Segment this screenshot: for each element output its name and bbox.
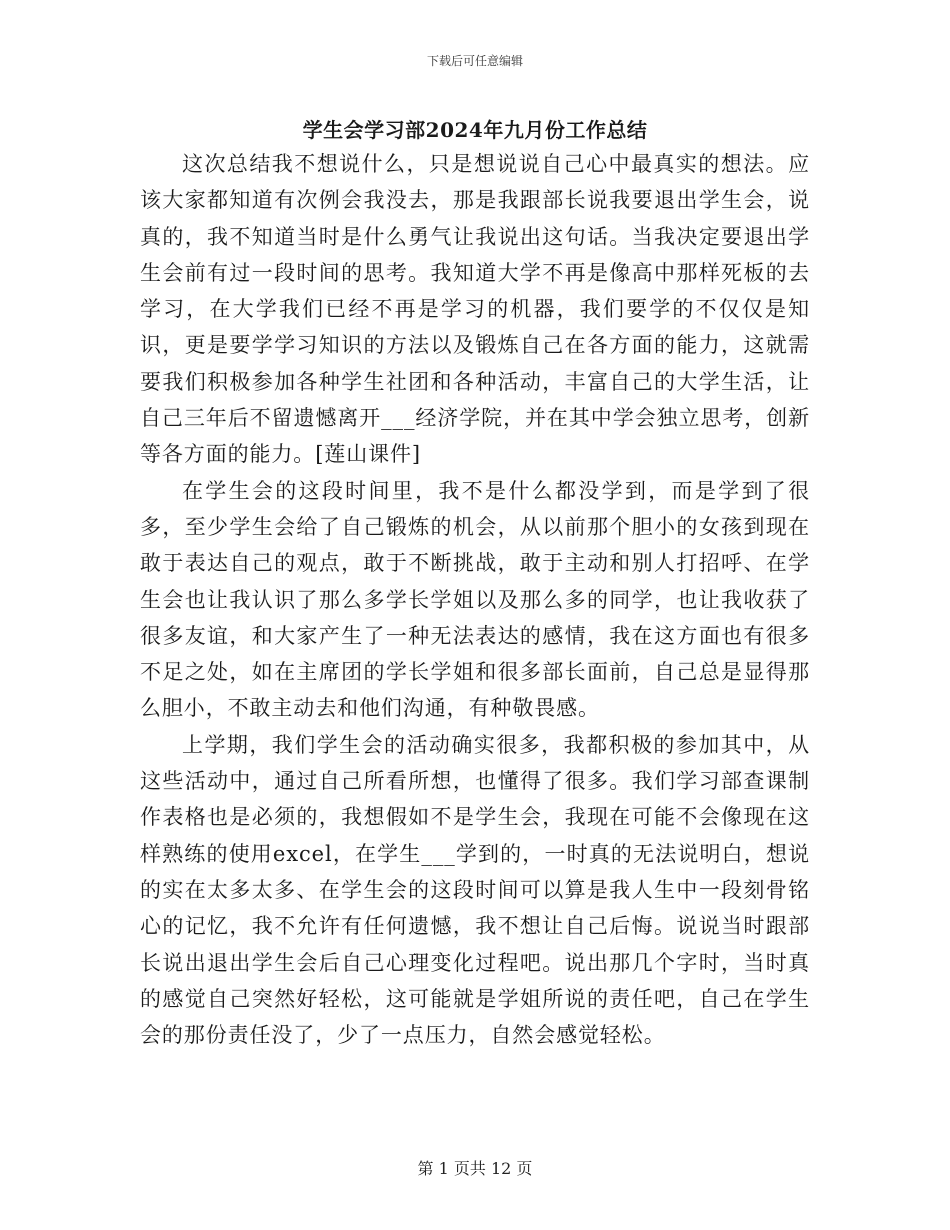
paragraph-2: 在学生会的这段时间里，我不是什么都没学到，而是学到了很多，至少学生会给了自己锻炼的机会，从以前那个胆小的女孩到现在敢于表达自己的观点，敢于不断挑战，敢于主动和别人打招呼、在学生会也让我认识了那么多学长学姐以及那么多的同学，也让我收获了很多友谊，和大家产生了一种无法表达的感情，我在这方面也有很多不足之处，如在主席团的学长学姐和很多部长面前，自己总是显得那么胆小，不敢主动去和他们沟通，有种敬畏感。 [140,478,810,721]
document-title: 学生会学习部2024年九月份工作总结 [302,118,648,142]
document-body [140,146,810,1053]
header-note: 下载后可任意编辑 [426,54,523,68]
paragraph-3: 上学期，我们学生会的活动确实很多，我都积极的参加其中，从这些活动中，通过自己所看所想，也懂得了很多。我们学习部查课制作表格也是必须的，我想假如不是学生会，我现在可能不会像现在这样熟练的使用excel，在学生___学到的，一时真的无法说明白，想说的实在太多太多、在学生会的这段时间可以算是我人生中一段刻骨铭心的记忆，我不允许有任何遗憾，我不想让自己后悔。说说当时跟部长说出退出学生会后自己心理变化过程吧。说出那几个字时，当时真的感觉自己突然好轻松，这可能就是学姐所说的责任吧，自己在学生会的那份责任没了，少了一点压力，自然会感觉轻松。 [140,732,810,1048]
paragraph-1: 这次总结我不想说什么，只是想说说自己心中最真实的想法。应该大家都知道有次例会我没去，那是我跟部长说我要退出学生会，说真的，我不知道当时是什么勇气让我说出这句话。当我决定要退出学生会前有过一段时间的思考。我知道大学不再是像高中那样死板的去学习，在大学我们已经不再是学习的机器，我们要学的不仅仅是知识，更是要学学习知识的方法以及锻炼自己在各方面的能力，这就需要我们积极参加各种学生社团和各种活动，丰富自己的大学生活，让自己三年后不留遗憾离开___经济学院，并在其中学会独立思考，创新等各方面的能力。[莲山课件] [140,152,810,467]
page-number-footer: 第 1 页共 12 页 [417,1159,533,1178]
